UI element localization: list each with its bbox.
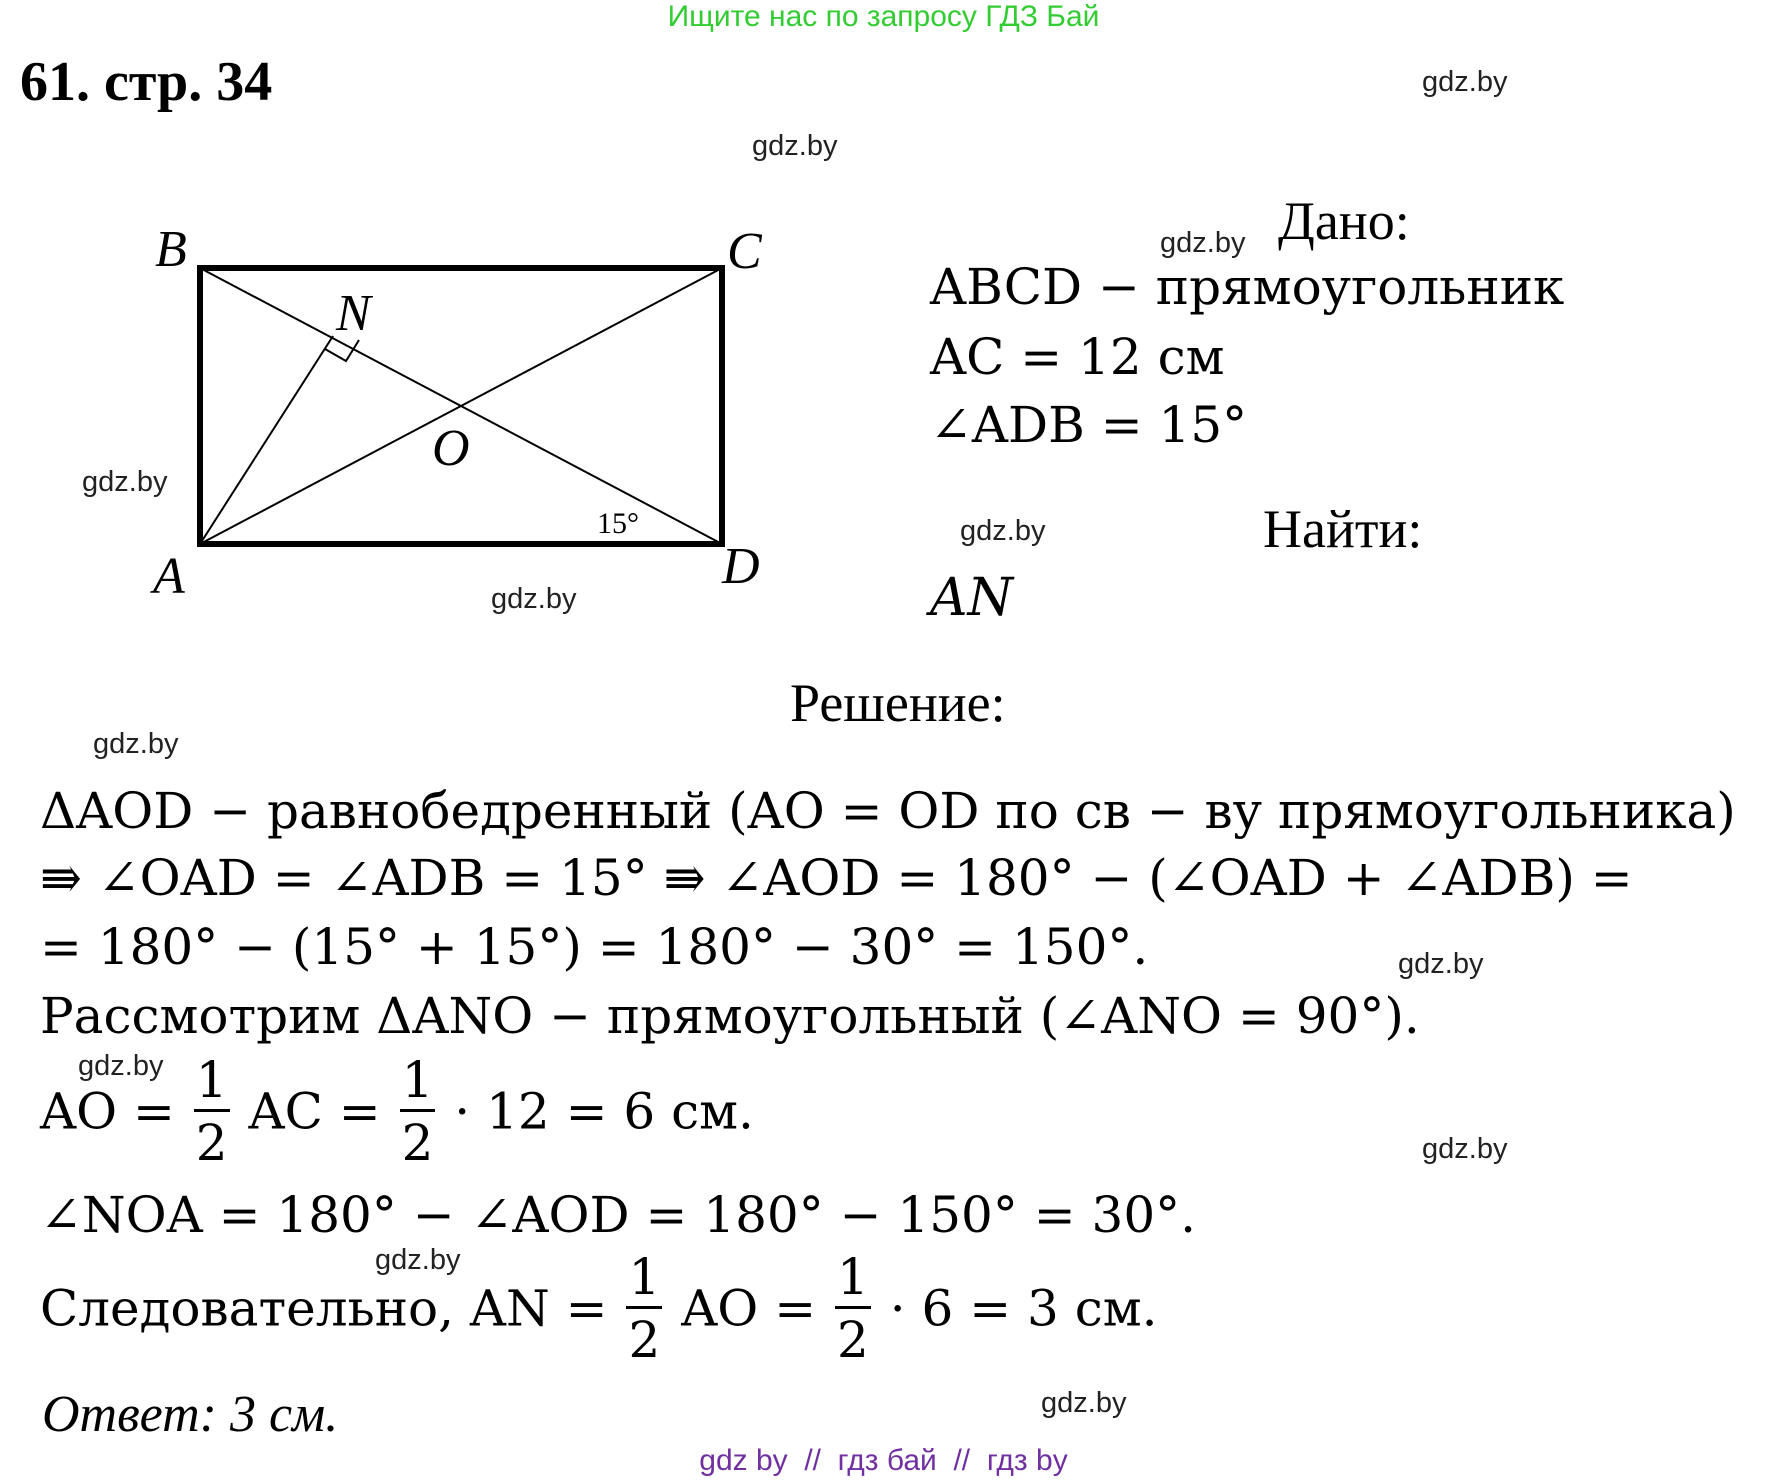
solution-line-3: = 180° − (15° + 15°) = 180° − 30° = 150°. bbox=[40, 918, 1149, 976]
vertex-label-b: B bbox=[155, 221, 187, 278]
watermark: gdz.by bbox=[1398, 948, 1484, 980]
watermark: gdz.by bbox=[78, 1050, 164, 1082]
point-label-o: O bbox=[432, 420, 470, 477]
watermark: gdz.by bbox=[82, 466, 168, 498]
solution-line-5 bbox=[40, 1051, 754, 1172]
watermark: gdz.by bbox=[491, 583, 577, 615]
rectangle-diagram bbox=[0, 0, 800, 640]
fraction-half bbox=[626, 1248, 662, 1369]
fraction-numerator: 1 bbox=[837, 1248, 869, 1306]
solution-line-4: Рассмотрим ΔANO − прямоугольный (∠ANO = 90°). bbox=[40, 987, 1420, 1045]
top-banner: Ищите нас по запросу ГДЗ Бай bbox=[667, 0, 1100, 33]
fraction-half bbox=[835, 1248, 871, 1369]
fraction-half bbox=[400, 1051, 436, 1172]
fraction-denominator: 2 bbox=[194, 1109, 230, 1168]
fraction-numerator: 1 bbox=[195, 1051, 228, 1109]
line5-lhs: AO = bbox=[40, 1082, 175, 1141]
watermark: gdz.by bbox=[960, 515, 1046, 547]
given-title: Дано: bbox=[1278, 191, 1410, 251]
point-label-n: N bbox=[336, 285, 371, 342]
watermark: gdz.by bbox=[1422, 66, 1508, 98]
perpendicular-an bbox=[200, 336, 333, 544]
line7-mid: AO = bbox=[681, 1279, 817, 1338]
fraction-denominator: 2 bbox=[400, 1109, 436, 1168]
answer: Ответ: 3 см. bbox=[42, 1386, 339, 1443]
angle-label: 15° bbox=[597, 507, 639, 540]
watermark: gdz.by bbox=[93, 728, 179, 760]
watermark: gdz.by bbox=[1041, 1387, 1127, 1419]
vertex-label-c: C bbox=[727, 223, 762, 280]
given-line-diagonal: AC = 12 см bbox=[930, 328, 1225, 386]
watermark: gdz.by bbox=[752, 130, 838, 162]
solution-line-6: ∠NOA = 180° − ∠AOD = 180° − 150° = 30°. bbox=[40, 1186, 1197, 1244]
fraction-numerator: 1 bbox=[401, 1051, 434, 1109]
vertex-label-a: A bbox=[153, 548, 185, 605]
solution-line-2: ⇛ ∠OAD = ∠ADB = 15° ⇛ ∠AOD = 180° − (∠OAD + ∠ADB) = bbox=[40, 849, 1633, 907]
line7-lead: Следовательно, bbox=[40, 1279, 455, 1338]
find-value: AN bbox=[930, 568, 1014, 628]
solution-line-7 bbox=[40, 1248, 1158, 1369]
given-line-figure: ABCD − прямоугольник bbox=[930, 258, 1565, 316]
line5-rest: · 12 = 6 см. bbox=[454, 1082, 754, 1141]
line7-lhs: AN = bbox=[469, 1279, 608, 1338]
line7-rest: · 6 = 3 см. bbox=[889, 1279, 1158, 1338]
given-line-angle: ∠ADB = 15° bbox=[930, 396, 1248, 454]
solution-line-1: ΔAOD − равнобедренный (AO = OD по св − ву прямоугольника) bbox=[40, 782, 1736, 840]
fraction-denominator: 2 bbox=[626, 1306, 662, 1365]
problem-header: 61. стр. 34 bbox=[20, 51, 273, 113]
fraction-numerator: 1 bbox=[628, 1248, 661, 1306]
footer-links: gdz by // гдз бай // гдз by bbox=[699, 1444, 1068, 1477]
solution-title: Решение: bbox=[790, 673, 1006, 733]
fraction-half bbox=[194, 1051, 230, 1172]
find-title: Найти: bbox=[1263, 499, 1423, 559]
watermark: gdz.by bbox=[1422, 1133, 1508, 1165]
fraction-denominator: 2 bbox=[835, 1306, 871, 1365]
watermark: gdz.by bbox=[1160, 227, 1246, 259]
watermark: gdz.by bbox=[375, 1244, 461, 1276]
line5-mid: AC = bbox=[248, 1082, 381, 1141]
vertex-label-d: D bbox=[722, 538, 760, 595]
